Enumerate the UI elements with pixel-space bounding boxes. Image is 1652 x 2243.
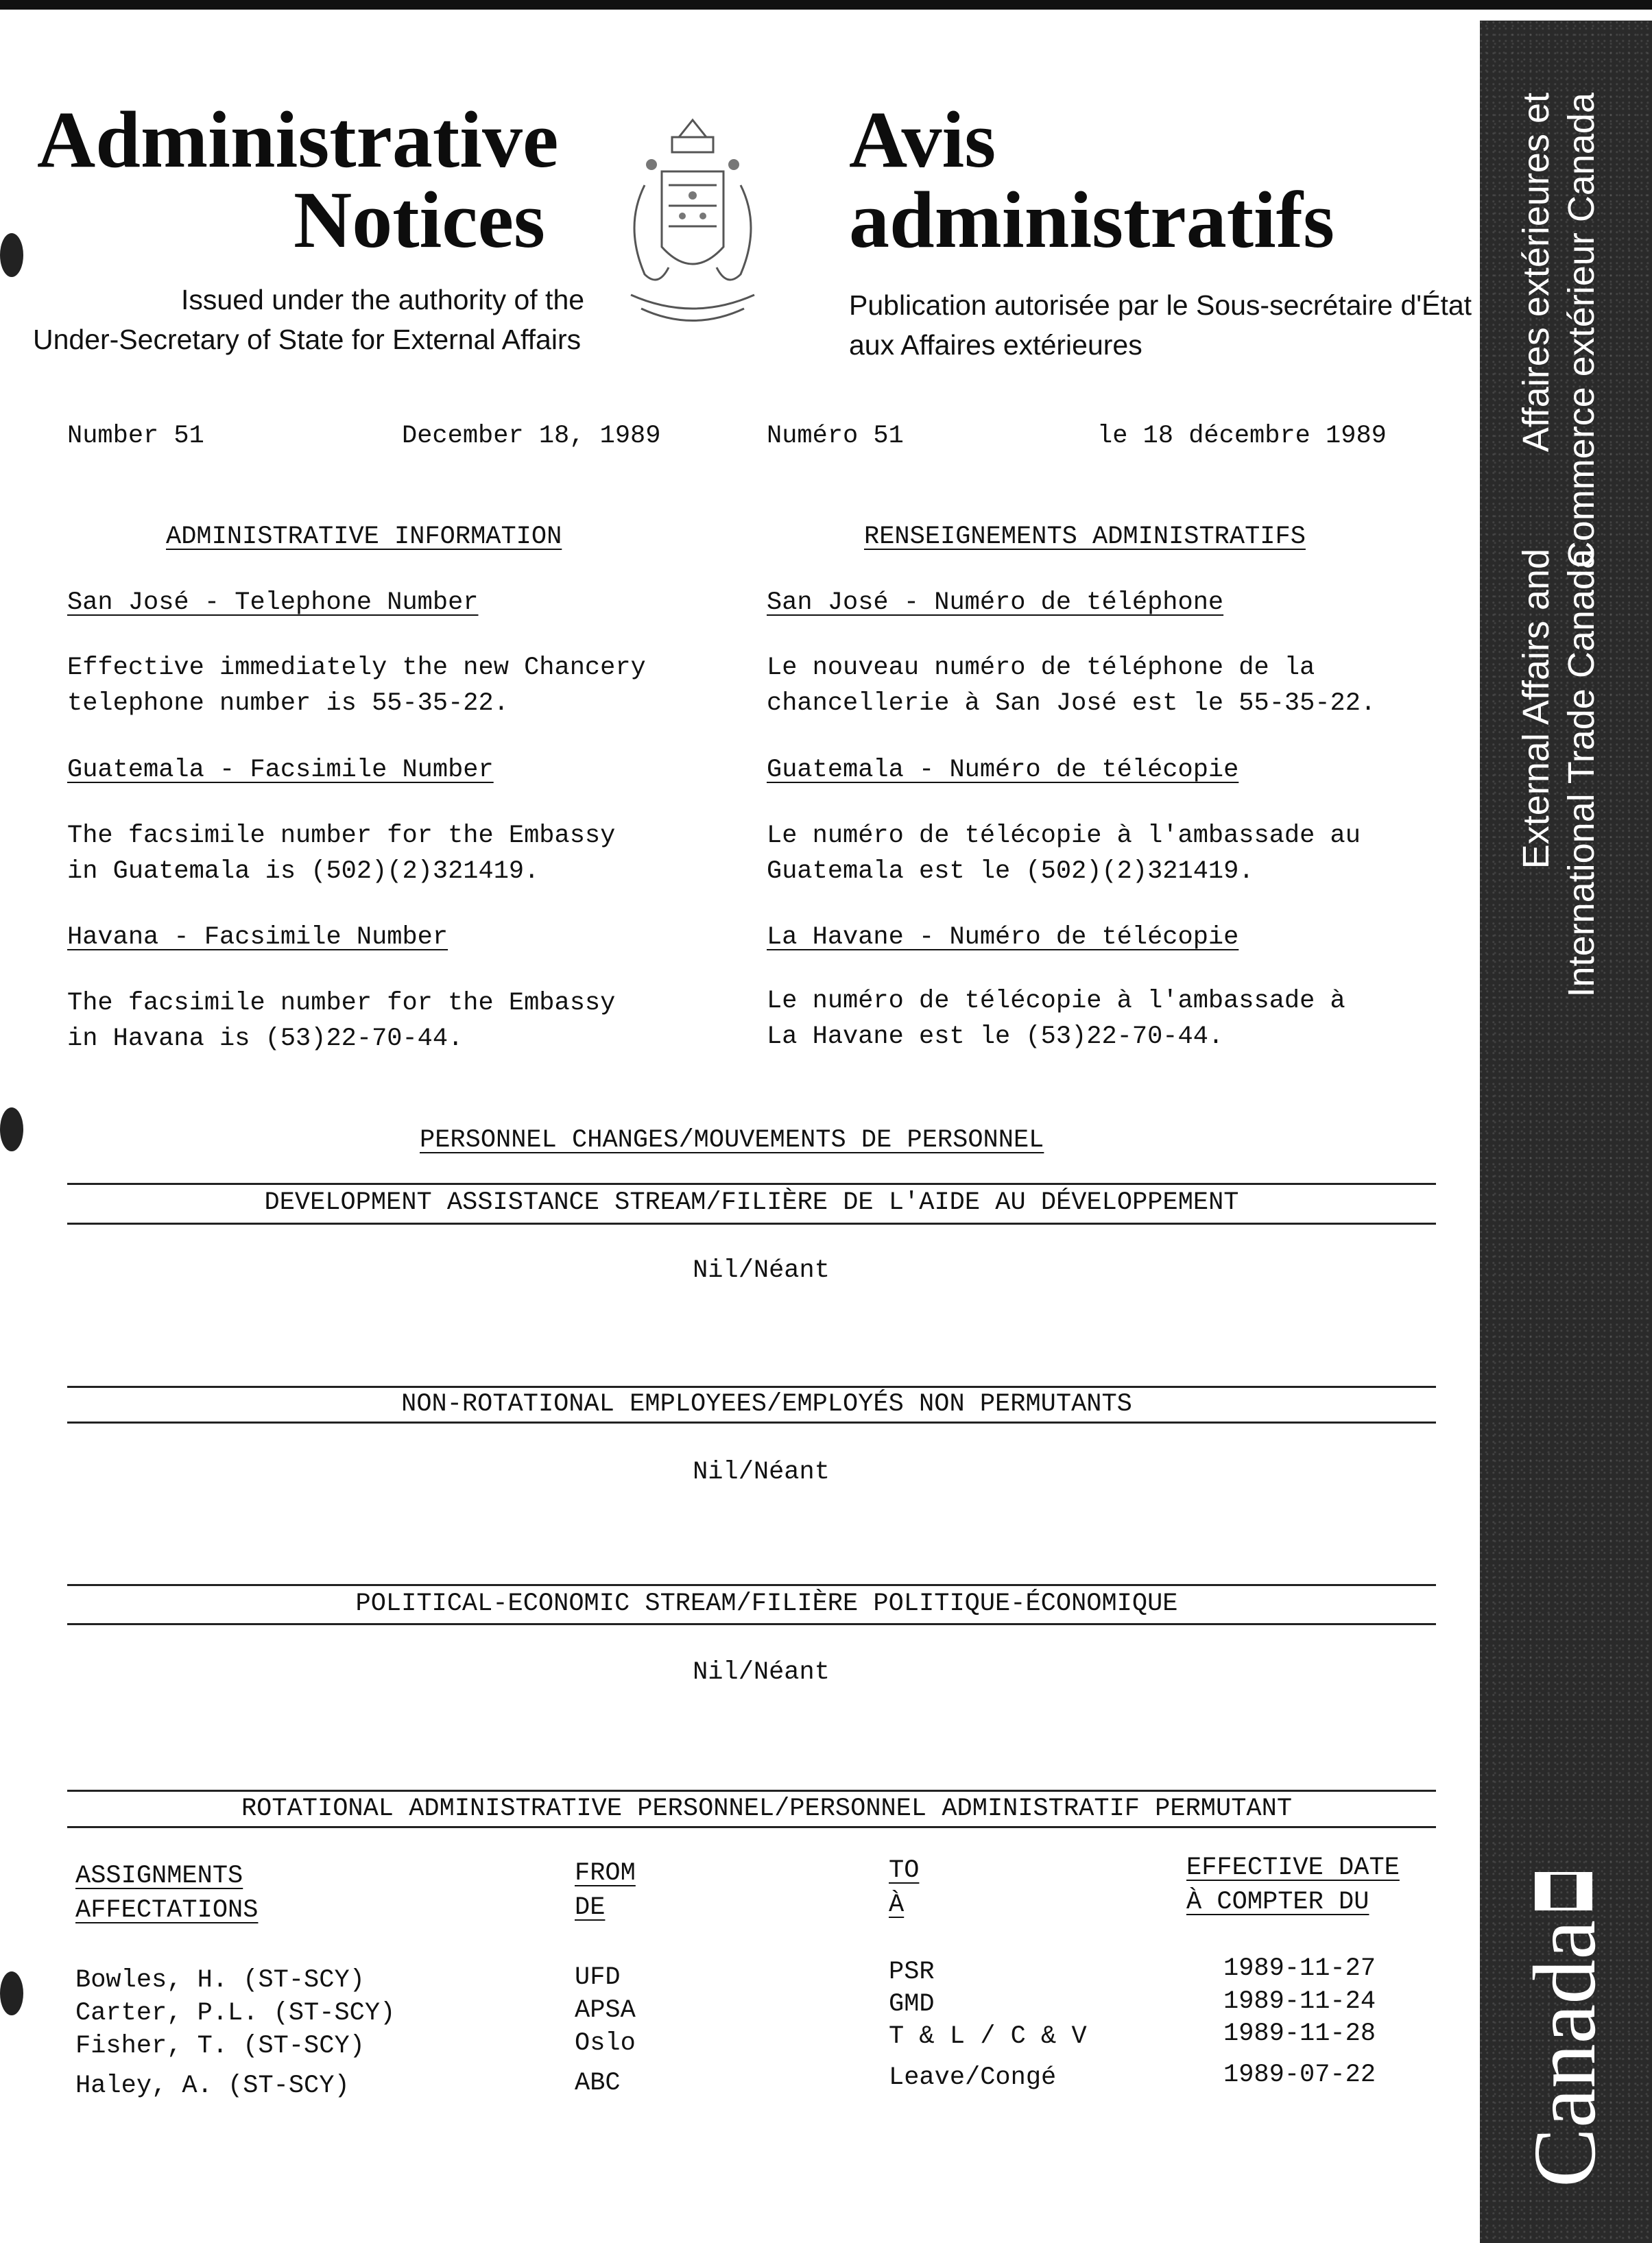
row-from: UFD <box>575 1963 621 1992</box>
canada-wordmark: Canada <box>1516 1920 1614 2187</box>
item-body-fr: Le numéro de télécopie à l'ambassade à <box>767 987 1345 1016</box>
section-rule <box>67 1223 1436 1225</box>
punch-hole-icon <box>0 1971 23 2015</box>
title-en-line1: Administrative <box>37 95 559 184</box>
sidebar-line2: Commerce extérieur Canada <box>1561 93 1602 568</box>
row-date: 1989-11-24 <box>1223 1987 1376 2016</box>
row-name: Bowles, H. (ST-SCY) <box>75 1966 365 1995</box>
item-body-en: telephone number is 55-35-22. <box>67 689 509 718</box>
item-title-en: Guatemala - Facsimile Number <box>67 756 494 784</box>
item-body-en: The facsimile number for the Embassy <box>67 989 616 1018</box>
item-body-en: Effective immediately the new Chancery <box>67 653 646 682</box>
section-rule <box>67 1826 1436 1828</box>
item-body-fr: chancellerie à San José est le 55-35-22. <box>767 689 1376 718</box>
top-border <box>0 0 1652 10</box>
item-title-fr: Guatemala - Numéro de télécopie <box>767 756 1239 784</box>
col-date-fr: À COMPTER DU <box>1186 1888 1369 1917</box>
item-body-en: The facsimile number for the Embassy <box>67 821 616 850</box>
item-title-en: San José - Telephone Number <box>67 588 479 617</box>
section-rule <box>67 1623 1436 1625</box>
issue-number-fr: Numéro 51 <box>767 422 904 451</box>
col-date-en: EFFECTIVE DATE <box>1186 1854 1400 1882</box>
sidebar-stripe <box>1480 21 1652 2243</box>
section-title: ROTATIONAL ADMINISTRATIVE PERSONNEL/PERSONNEL ADMINISTRATIF PERMUTANT <box>241 1795 1293 1823</box>
subtitle-fr-line2: aux Affaires extérieures <box>849 329 1142 361</box>
section-rule <box>67 1422 1436 1424</box>
col-from-fr: DE <box>575 1893 606 1922</box>
issue-date-en: December 18, 1989 <box>402 422 661 451</box>
subtitle-en-line2: Under-Secretary of State for External Affairs <box>33 324 582 355</box>
col-from-en: FROM <box>575 1859 636 1888</box>
item-body-fr: Guatemala est le (502)(2)321419. <box>767 857 1254 886</box>
personnel-heading: PERSONNEL CHANGES/MOUVEMENTS DE PERSONNEL <box>420 1126 1044 1155</box>
item-body-en: in Havana is (53)22-70-44. <box>67 1024 464 1053</box>
section-title: NON-ROTATIONAL EMPLOYEES/EMPLOYÉS NON PERMUTANTS <box>401 1390 1132 1419</box>
row-date: 1989-07-22 <box>1223 2061 1376 2089</box>
section-title: POLITICAL-ECONOMIC STREAM/FILIÈRE POLITIQUE-ÉCONOMIQUE <box>355 1590 1178 1618</box>
row-to: T & L / C & V <box>889 2022 1087 2051</box>
punch-hole-icon <box>0 233 23 277</box>
item-title-fr: San José - Numéro de téléphone <box>767 588 1224 617</box>
section-title: DEVELOPMENT ASSISTANCE STREAM/FILIÈRE DE L'AIDE AU DÉVELOPPEMENT <box>264 1188 1239 1217</box>
title-fr-line2: administratifs <box>849 175 1334 265</box>
subtitle-fr-line1: Publication autorisée par le Sous-secrétaire d'État <box>849 289 1472 321</box>
col-assignments-fr: AFFECTATIONS <box>75 1896 259 1925</box>
flag-icon <box>1535 1872 1592 1910</box>
item-title-en: Havana - Facsimile Number <box>67 923 448 952</box>
col-to-fr: À <box>889 1891 905 1919</box>
admin-heading-en: ADMINISTRATIVE INFORMATION <box>166 523 562 551</box>
row-from: APSA <box>575 1996 636 2025</box>
issue-number-en: Number 51 <box>67 422 204 451</box>
section-body: Nil/Néant <box>693 1256 830 1285</box>
coat-of-arms-icon <box>603 110 782 343</box>
row-to: PSR <box>889 1958 935 1987</box>
row-to: Leave/Congé <box>889 2063 1057 2092</box>
row-from: Oslo <box>575 2029 636 2058</box>
item-title-fr: La Havane - Numéro de télécopie <box>767 923 1239 952</box>
title-en-line2: Notices <box>294 175 545 265</box>
subtitle-en-line1: Issued under the authority of the <box>181 284 585 315</box>
sidebar-line1: Affaires extérieures et <box>1516 93 1557 453</box>
section-body: Nil/Néant <box>693 1458 830 1487</box>
col-to-en: TO <box>889 1856 920 1885</box>
punch-hole-icon <box>0 1107 23 1151</box>
issue-date-fr: le 18 décembre 1989 <box>1097 422 1387 451</box>
col-assignments-en: ASSIGNMENTS <box>75 1862 243 1891</box>
title-fr-line1: Avis <box>849 95 996 184</box>
admin-heading-fr: RENSEIGNEMENTS ADMINISTRATIFS <box>864 523 1306 551</box>
row-name: Carter, P.L. (ST-SCY) <box>75 1999 396 2028</box>
section-body: Nil/Néant <box>693 1658 830 1687</box>
item-body-fr: La Havane est le (53)22-70-44. <box>767 1022 1224 1051</box>
sidebar-line4: International Trade Canada <box>1561 549 1602 998</box>
sidebar-line3: External Affairs and <box>1516 549 1557 869</box>
item-body-en: in Guatemala is (502)(2)321419. <box>67 857 540 886</box>
item-body-fr: Le numéro de télécopie à l'ambassade au <box>767 821 1361 850</box>
row-name: Haley, A. (ST-SCY) <box>75 2072 350 2100</box>
row-name: Fisher, T. (ST-SCY) <box>75 2032 365 2061</box>
row-date: 1989-11-27 <box>1223 1954 1376 1983</box>
item-body-fr: Le nouveau numéro de téléphone de la <box>767 653 1315 682</box>
row-from: ABC <box>575 2069 621 2098</box>
row-date: 1989-11-28 <box>1223 2019 1376 2048</box>
row-to: GMD <box>889 1990 935 2019</box>
